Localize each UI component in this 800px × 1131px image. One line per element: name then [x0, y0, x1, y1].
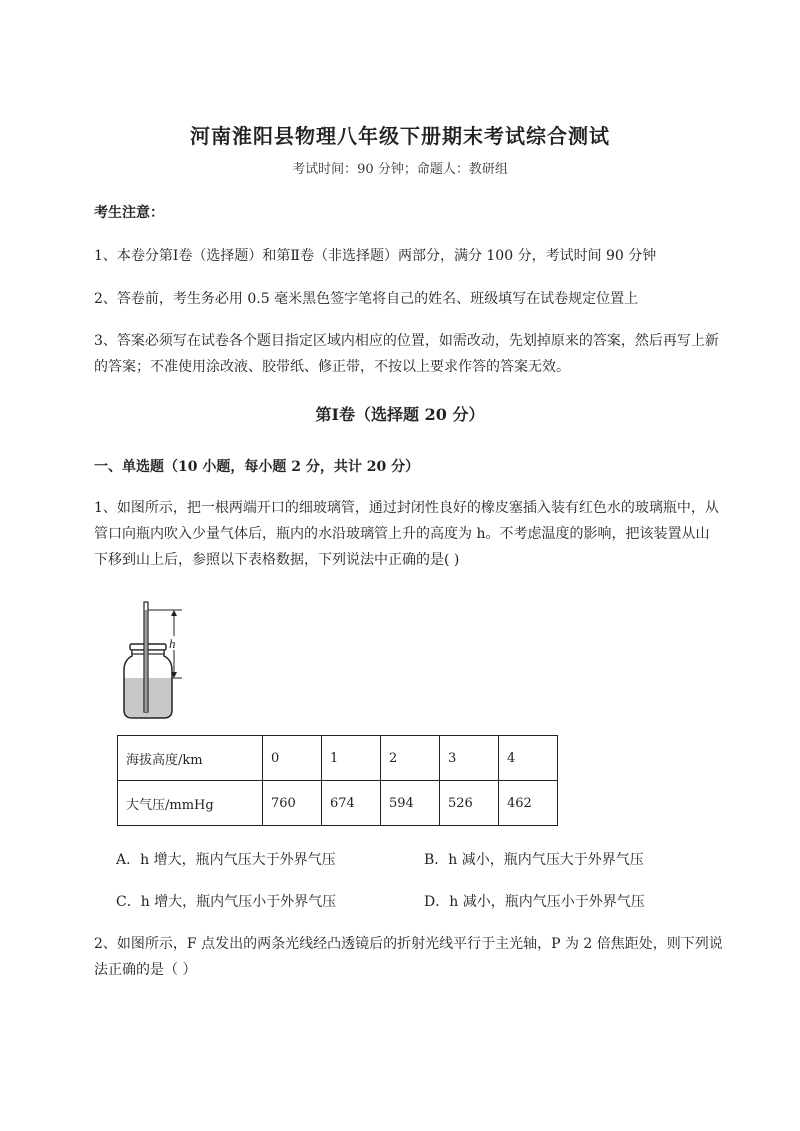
notice-item-3-line-1: 3、答案必须写在试卷各个题目指定区域内相应的位置，如需改动，先划掉原来的答案，然后再写上新 — [94, 333, 719, 349]
table-cell: 462 — [499, 781, 558, 826]
table-cell: 2 — [381, 736, 440, 781]
table-cell: 526 — [440, 781, 499, 826]
bottle-figure — [124, 602, 182, 718]
question-1-line-3: 下移到山上后，参照以下表格数据，下列说法中正确的是( ) — [94, 552, 460, 568]
question-2-line-1: 2、如图所示，F 点发出的两条光线经凸透镜后的折射光线平行于主光轴，P 为 2 倍焦距处，则下列说 — [94, 936, 723, 952]
question-2-line-2: 法正确的是（ ） — [94, 962, 197, 978]
table-row — [118, 736, 558, 781]
table-cell: 674 — [322, 781, 381, 826]
question-1-line-1: 1、如图所示，把一根两端开口的细玻璃管，通过封闭性良好的橡皮塞插入装有红色水的玻璃瓶中，从 — [94, 500, 719, 516]
option-a[interactable]: A．h 增大，瓶内气压大于外界气压 — [116, 852, 336, 868]
exam-meta: 考试时间：90 分钟；命题人：教研组 — [292, 162, 508, 177]
page-title: 河南淮阳县物理八年级下册期末考试综合测试 — [190, 124, 610, 148]
notice-item-2: 2、答卷前，考生务必用 0.5 毫米黑色签字笔将自己的姓名、班级填写在试卷规定位置上 — [94, 291, 639, 307]
notice-item-1: 1、本卷分第Ⅰ卷（选择题）和第Ⅱ卷（非选择题）两部分，满分 100 分，考试时间 90 分钟 — [94, 248, 657, 264]
option-b[interactable]: B．h 减小，瓶内气压大于外界气压 — [424, 852, 644, 868]
notice-item-3-line-2: 的答案；不准使用涂改液、胶带纸、修正带，不按以上要求作答的答案无效。 — [94, 359, 570, 375]
option-c[interactable]: C．h 增大，瓶内气压小于外界气压 — [116, 894, 337, 910]
tube-water-column — [145, 610, 148, 712]
table-cell: 594 — [381, 781, 440, 826]
table-cell: 760 — [263, 781, 322, 826]
part-heading: 一、单选题（10 小题，每小题 2 分，共计 20 分） — [94, 459, 420, 475]
table-cell: 大气压/mmHg — [118, 781, 263, 826]
table-row — [118, 781, 558, 826]
height-label: h — [169, 636, 176, 651]
table-cell: 海拔高度/km — [118, 736, 263, 781]
option-d[interactable]: D．h 减小，瓶内气压小于外界气压 — [424, 894, 645, 910]
notice-heading: 考生注意： — [94, 205, 164, 221]
question-1-line-2: 管口向瓶内吹入少量气体后，瓶内的水沿玻璃管上升的高度为 h。不考虑温度的影响，把该装置从山 — [94, 526, 710, 542]
table-cell: 3 — [440, 736, 499, 781]
bottle-diagram — [110, 598, 210, 724]
table-cell: 1 — [322, 736, 381, 781]
table-cell: 4 — [499, 736, 558, 781]
altitude-pressure-table — [117, 735, 558, 826]
height-arrow-up — [171, 610, 177, 616]
section-title: 第Ⅰ卷（选择题 20 分） — [315, 405, 485, 424]
table-cell: 0 — [263, 736, 322, 781]
